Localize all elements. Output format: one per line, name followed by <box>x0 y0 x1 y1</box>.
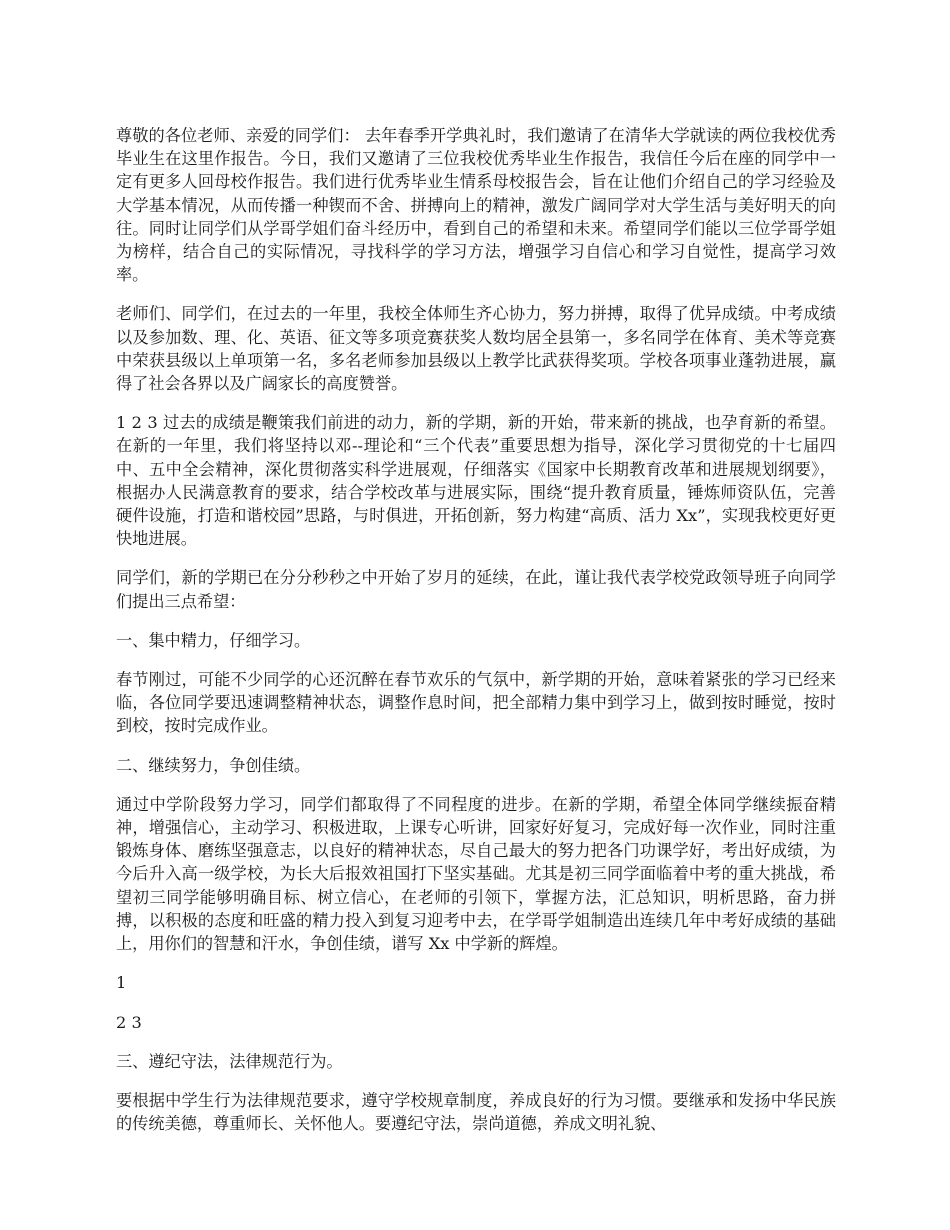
document-body <box>116 124 836 1151</box>
page-marker-1: 1 <box>116 973 127 993</box>
paragraph-hope-one: 春节刚过，可能不少同学的心还沉醉在春节欢乐的气氛中，新学期的开始，意味着紧张的学习已经来临，各位同学要迅速调整精神状态，调整作息时间，把全部精力集中到学习上，做到按时睡觉，按时到校，按时完成作业。 <box>116 670 836 736</box>
paragraph-three-hopes-intro: 同学们，新的学期已在分分秒秒之中开始了岁月的延续，在此，谨让我代表学校党政领导班子向同学们提出三点希望： <box>116 568 836 611</box>
paragraph-achievements: 老师们、同学们，在过去的一年里，我校全体师生齐心协力，努力拼搏，取得了优异成绩。中考成绩以及参加数、理、化、英语、征文等多项竞赛获奖人数均居全县第一，多名同学在体育、美术等竞赛中荣获县级以上单项第一名，多名老师参加县级以上教学比武获得奖项。学校各项事业蓬勃进展，赢得了社会各界以及广阔家长的高度赞誉。 <box>116 304 836 394</box>
paragraph-new-semester: 1 2 3 过去的成绩是鞭策我们前进的动力，新的学期，新的开始，带来新的挑战，也孕育新的希望。在新的一年里，我们将坚持以邓--理论和“三个代表”重要思想为指导，深化学习贯彻党的十七届四中、五中全会精神，深化贯彻落实科学进展观，仔细落实《国家中长期教育改革和进展规划纲要》，根据办人民满意教育的要求，结合学校改革与进展实际，围绕“提升教育质量，锤炼师资队伍，完善硬件设施，打造和谐校园”思路，与时俱进，开拓创新，努力构建“高质、活力 Xx”，实现我校更好更快地进展。 <box>116 413 836 549</box>
page-marker-2-3: 2 3 <box>116 1012 142 1032</box>
paragraph-hope-three: 要根据中学生行为法律规范要求，遵守学校规章制度，养成良好的行为习惯。要继承和发扬中华民族的传统美德，尊重师长、关怀他人。要遵纪守法，崇尚道德，养成文明礼貌、 <box>116 1090 836 1134</box>
heading-hope-two: 二、继续努力，争创佳绩。 <box>116 755 311 775</box>
paragraph-hope-two: 通过中学阶段努力学习，同学们都取得了不同程度的进步。在新的学期，希望全体同学继续振奋精神，增强信心，主动学习、积极进取，上课专心听讲，回家好好复习，完成好每一次作业，同时注重锻炼身体、磨练坚强意志，以良好的精神状态，尽自己最大的努力把各门功课学好，考出好成绩，为今后升入高一级学校，为长大后报效祖国打下坚实基础。尤其是初三同学面临着中考的重大挑战，希望初三同学能够明确目标、树立信心，在老师的引领下，掌握方法，汇总知识，明析思路，奋力拼搏，以积极的态度和旺盛的精力投入到复习迎考中去，在学哥学姐制造出连续几年中考好成绩的基础上，用你们的智慧和汗水，争创佳绩，谱写 Xx 中学新的辉煌。 <box>116 794 836 954</box>
heading-hope-three: 三、遵纪守法，法律规范行为。 <box>116 1051 343 1071</box>
heading-hope-one: 一、集中精力，仔细学习。 <box>116 630 311 650</box>
paragraph-opening: 尊敬的各位老师、亲爱的同学们： 去年春季开学典礼时，我们邀请了在清华大学就读的两位我校优秀毕业生在这里作报告。今日，我们又邀请了三位我校优秀毕业生作报告，我信任今后在座的同学中一定有更多人回母校作报告。我们进行优秀毕业生情系母校报告会，旨在让他们介绍自己的学习经验及大学基本情况，从而传播一种锲而不舍、拼搏向上的精神，激发广阔同学对大学生活与美好明天的向往。同时让同学们从学哥学姐们奋斗经历中，看到自己的希望和未来。希望同学们能以三位学哥学姐为榜样，结合自己的实际情况，寻找科学的学习方法，增强学习自信心和学习自觉性，提高学习效率。 <box>116 126 836 285</box>
